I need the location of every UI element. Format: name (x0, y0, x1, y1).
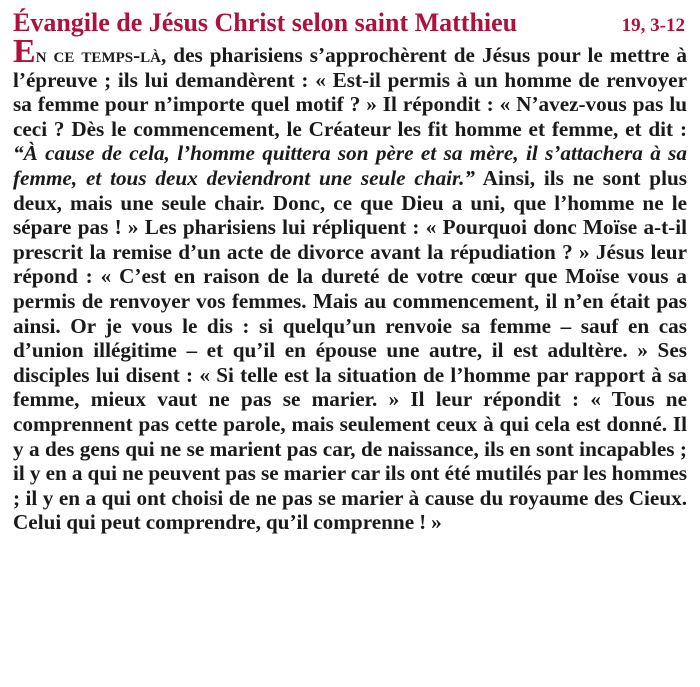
passage-text-part-1: des pharisiens s’approchèrent de Jésus pour le mettre à l’épreuve ; ils lui demandèrent : « Est-il permis à un homme de renvoyer sa femme pour n’importe quel motif ? » Il répondit : « N’avez-vous pas lu ceci ? Dès le commencement, le Créateur les fit homme et femme, et dit : (13, 43, 688, 141)
verse-reference: 19, 3-12 (621, 15, 685, 36)
passage-text-part-2: Ainsi, ils ne sont plus deux, mais une seule chair. Donc, ce que Dieu a uni, que l’homme ne le sépare pas ! » Les pharisiens lui répliquent : « Pourquoi donc Moïse a-t-il prescrit la remise d’un acte de divorce avant la répudiation ? » Jésus leur répond : « C’est en raison de la dureté de votre cœur que Moïse vous a permis de renvoyer vos femmes. Mais au commencement, il n’en était pas ainsi. Or je vous le dis : si quelqu’un renvoie sa femme – sauf en cas d’union illégitime – et qu’il en épouse une autre, il est adultère. » Ses disciples lui disent : « Si telle est la situation de l’homme par rapport à sa femme, mieux vaut ne pas se marier. » Il leur répondit : « Tous ne comprennent pas cette parole, mais seulement ceux à qui cela est donné. Il y a des gens qui ne se marient pas car, de naissance, ils en sont incapables ; il y en a qui ne peuvent pas se marier car ils ont été mutilés par les hommes ; il y en a qui ont choisi de ne pas se marier à cause du royaume des Cieux. Celui qui peut comprendre, qu’il comprenne ! » (13, 165, 687, 535)
gospel-title: Évangile de Jésus Christ selon saint Matthieu (13, 8, 518, 37)
drop-cap: E (13, 33, 36, 70)
opening-words: n ce temps-là, (35, 43, 167, 67)
gospel-passage (13, 33, 688, 535)
scripture-quote: “À cause de cela, l’homme quittera son père et sa mère, il s’attachera à sa femme, et tous deux deviendront une seule chair.” (13, 141, 687, 190)
gospel-page (13, 6, 687, 681)
gospel-header (13, 6, 687, 40)
